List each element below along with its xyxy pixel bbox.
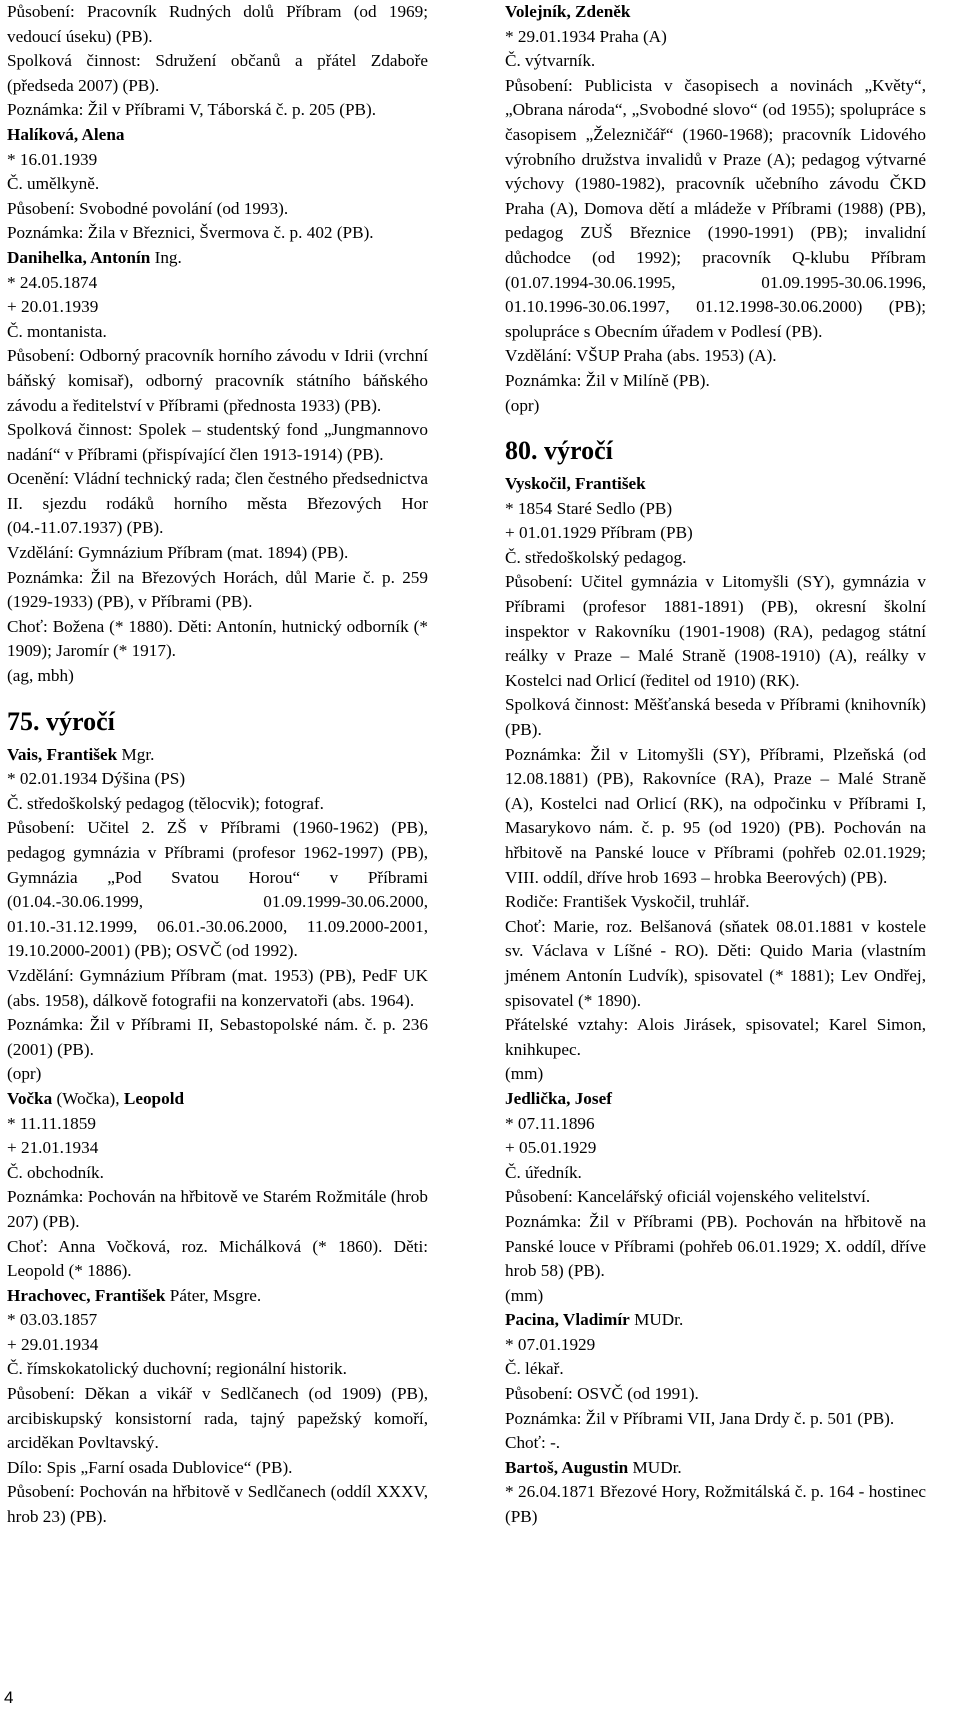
person-name: Danihelka, Antonín — [7, 247, 151, 267]
entry-text: * 1854 Staré Sedlo (PB) — [505, 498, 673, 518]
entry-text: Č. obchodník. — [7, 1162, 104, 1182]
entry-name — [505, 1308, 926, 1333]
entry-name — [7, 123, 428, 148]
entry-name — [505, 0, 926, 25]
entry-text: Choť: -. — [505, 1433, 561, 1453]
entry-text: Poznámka: Žil v Příbrami (PB). Pochován na hřbitově na Panské louce v Příbrami (pohřeb 06.01.1929; X. oddíl, dříve hrob 58) (PB). — [505, 1211, 926, 1281]
person-name: Volejník, Zdeněk — [505, 2, 631, 21]
entry-text: + 29.01.1934 — [7, 1334, 99, 1354]
person-title: MUDr. — [629, 1310, 684, 1330]
entry-name — [505, 1087, 926, 1112]
person-title: (Wočka), — [52, 1088, 124, 1108]
entry-text: Spolková činnost: Sdružení občanů a přátel Zdaboře (předseda 2007) (PB). — [7, 51, 428, 95]
entry-text: Č. římskokatolický duchovní; regionální historik. — [7, 1359, 347, 1379]
entry-text: Č. úředník. — [505, 1162, 582, 1182]
entry-name — [505, 1456, 926, 1481]
entry-text: * 11.11.1859 — [7, 1113, 96, 1133]
person-name: Jedlička, Josef — [505, 1088, 612, 1108]
entry-text: + 01.01.1929 Příbram (PB) — [505, 523, 693, 543]
person-name: Bartoš, Augustin — [505, 1457, 629, 1477]
anniversary-heading: 75. výročí — [7, 706, 115, 736]
entry-text: Poznámka: Pochován na hřbitově ve Starém Rožmitále (hrob 207) (PB). — [7, 1187, 428, 1231]
anniversary-heading: 80. výročí — [505, 436, 613, 466]
entry-text: * 07.01.1929 — [505, 1334, 596, 1354]
entry-text: Č. lékař. — [505, 1359, 564, 1379]
entry-text: Spolková činnost: Spolek – studentský fond „Jungmannovo nadání“ v Příbrami (přispívající člen 1913-1914) (PB). — [7, 420, 428, 464]
entry-text: Č. montanista. — [7, 321, 107, 341]
person-name: Vyskočil, František — [505, 474, 646, 494]
person-name: Vočka — [7, 1088, 53, 1108]
entry-text: Poznámka: Žil v Litomyšli (SY), Příbrami, Plzeňská (od 12.08.1881) (PB), Rakovníce (RA), Praze – Malé Straně (A), Kostelci nad Orlicí (RK), na odpočinku v Příbrami I, Masarykovo nám. č. p. 95 (od 1920) (PB). Pochován na hřbitově na Panské louce v Příbrami (pohřeb 02.01.1929; VIII. oddíl, dříve hrob 1693 – hrobka Beerových) (PB). — [505, 744, 926, 887]
entry-text: * 24.05.1874 — [7, 272, 98, 292]
person-name: Leopold — [123, 1088, 185, 1108]
entry-text: * 03.03.1857 — [7, 1310, 98, 1330]
entry-text: + 21.01.1934 — [7, 1138, 99, 1158]
person-name: Halíková, Alena — [7, 124, 125, 144]
page-number: 4 — [4, 1688, 14, 1707]
entry-text: + 05.01.1929 — [505, 1138, 597, 1158]
entry-text: (ag, mbh) — [7, 666, 74, 686]
entry-text: Vzdělání: Gymnázium Příbram (mat. 1953) (PB), PedF UK (abs. 1958), dálkově fotografii na konzervatoři (abs. 1964). — [7, 965, 428, 1010]
entry-text: Působení: Děkan a vikář v Sedlčanech (od 1909) (PB), arcibiskupský konsistorní rada, tajný papežský komoří, arciděkan Povltavský. — [7, 1384, 428, 1453]
entry-text: Dílo: Spis „Farní osada Dublovice“ (PB). — [7, 1457, 293, 1477]
entry-name — [505, 472, 926, 497]
entry-text: Vzdělání: Gymnázium Příbram (mat. 1894) (PB). — [7, 543, 349, 563]
entry-text: * 26.04.1871 Březové Hory, Rožmitálská č. p. 164 - hostinec (PB) — [505, 1482, 926, 1527]
entry-text: Choť: Anna Vočková, roz. Michálková (* 1860). Děti: Leopold (* 1886). — [7, 1236, 428, 1281]
entry-text: (opr) — [7, 1064, 42, 1084]
entry-text: Působení: Učitel 2. ZŠ v Příbrami (1960-1962) (PB), pedagog gymnázia v Příbrami (profesor 1962-1997) (PB), Gymnázia „Pod Svatou Horou“ v Příbrami (01.04.-30.06.1999, 01.09.1999-30.06.2000, 01.10.-31.12.1999, 06.01.-30.06.2000, 11.09.2000-2001, 19.10.2000-2001) (PB); OSVČ (od 1992). — [7, 818, 428, 961]
entry-text: Vzdělání: VŠUP Praha (abs. 1953) (A). — [505, 346, 777, 366]
entry-text: Působení: Učitel gymnázia v Litomyšli (SY), gymnázia v Příbrami (profesor 1881-1891) (PB), okresní školní inspektor v Rakovníku (1901-1908) (RA), pedagog státní reálky v Praze – Malé Straně (1908-1910) (A), reálky v Kostelci nad Orlicí (ředitel od 1910) (RK). — [505, 572, 926, 690]
person-name: Hrachovec, František — [7, 1285, 166, 1305]
entry-name — [7, 1284, 428, 1309]
entry-text: Poznámka: Žil na Březových Horách, důl Marie č. p. 259 (1929-1933) (PB), v Příbrami (PB). — [7, 567, 428, 612]
entry-text: Č. výtvarník. — [505, 51, 596, 71]
entry-text: (mm) — [505, 1064, 544, 1084]
entry-text: Působení: OSVČ (od 1991). — [505, 1384, 699, 1404]
entry-text: Rodiče: František Vyskočil, truhlář. — [505, 892, 750, 912]
entry-text: Poznámka: Žila v Březnici, Švermova č. p. 402 (PB). — [7, 223, 374, 243]
entry-text: Působení: Svobodné povolání (od 1993). — [7, 198, 289, 218]
entry-text: Přátelské vztahy: Alois Jirásek, spisovatel; Karel Simon, knihkupec. — [505, 1015, 926, 1059]
entry-text: (opr) — [505, 395, 540, 415]
entry-text: Ocenění: Vládní technický rada; člen čestného předsednictva II. sjezdu rodáků horního města Březových Hor (04.-11.07.1937) (PB). — [7, 469, 428, 538]
person-title: Mgr. — [117, 744, 155, 764]
right-column — [505, 0, 926, 1530]
entry-text: Č. umělkyně. — [7, 174, 100, 194]
entry-name — [7, 1087, 428, 1112]
entry-text: * 16.01.1939 — [7, 149, 98, 169]
person-title: MUDr. — [628, 1457, 682, 1477]
entry-text: Poznámka: Žil v Příbrami VII, Jana Drdy č. p. 501 (PB). — [505, 1408, 895, 1428]
entry-text: Poznámka: Žil v Příbrami II, Sebastopolské nám. č. p. 236 (2001) (PB). — [7, 1015, 428, 1059]
entry-name — [7, 246, 428, 271]
entry-text: Působení: Pochován na hřbitově v Sedlčanech (oddíl XXXV, hrob 23) (PB). — [7, 1482, 428, 1527]
entry-text: + 20.01.1939 — [7, 297, 99, 317]
entry-text: Působení: Publicista v časopisech a novinách „Květy“, „Obrana národa“, „Svobodné slovo“ (od 1955); spolupráce s časopisem „Železničář“ (1960-1968); pracovník Lidového výrobního družstva invalidů v Praze (A); pedagog výtvarné výchovy (1980-1982), pracovník učebního závodu ČKD Praha (A), Domova dětí a mládeže v Příbrami (1988) (PB), pedagog ZUŠ Březnice (1990-1991) (PB); invalidní důchodce (od 1992); pracovník Q-klubu Příbram (01.07.1994-30.06.1995, 01.09.1995-30.06.1996, 01.10.1996-30.06.1997, 01.12.1998-30.06.2000) (PB); spolupráce s Obecním úřadem v Podlesí (PB). — [505, 75, 926, 341]
entry-text: Č. středoškolský pedagog (tělocvik); fotograf. — [7, 793, 324, 813]
person-name: Vais, František — [7, 744, 118, 764]
entry-text: Působení: Odborný pracovník horního závodu v Idrii (vrchní báňský komisař), odborný pracovník státního báňského závodu a ředitelství v Příbrami (přednosta 1933) (PB). — [7, 346, 428, 415]
entry-text: Působení: Pracovník Rudných dolů Příbram (od 1969; vedoucí úseku) (PB). — [7, 2, 428, 46]
entry-text: * 29.01.1934 Praha (A) — [505, 26, 667, 46]
entry-text: Choť: Božena (* 1880). Děti: Antonín, hutnický odborník (* 1909); Jaromír (* 1917). — [7, 616, 428, 661]
entry-text: Choť: Marie, roz. Belšanová (sňatek 08.01.1881 v kostele sv. Václava v Líšné - RO). Děti: Quido Maria (vlastním jménem Antonín Ludvík), spisovatel (* 1881); Lev Ondřej, spisovatel (* 1890). — [505, 916, 926, 1010]
entry-name — [7, 743, 428, 768]
person-title: Ing. — [150, 247, 182, 267]
entry-text: Poznámka: Žil v Milíně (PB). — [505, 370, 710, 390]
entry-text: (mm) — [505, 1285, 544, 1305]
person-name: Pacina, Vladimír — [505, 1310, 630, 1330]
entry-text: Poznámka: Žil v Příbrami V, Táborská č. p. 205 (PB). — [7, 100, 377, 120]
person-title: Páter, Msgre. — [165, 1285, 262, 1305]
left-column — [7, 0, 428, 1530]
entry-text: Č. středoškolský pedagog. — [505, 547, 687, 567]
entry-text: * 02.01.1934 Dýšina (PS) — [7, 769, 186, 789]
entry-text: * 07.11.1896 — [505, 1113, 595, 1133]
entry-text: Spolková činnost: Měšťanská beseda v Příbrami (knihovník) (PB). — [505, 695, 926, 740]
entry-text: Působení: Kancelářský oficiál vojenského velitelství. — [505, 1187, 871, 1207]
